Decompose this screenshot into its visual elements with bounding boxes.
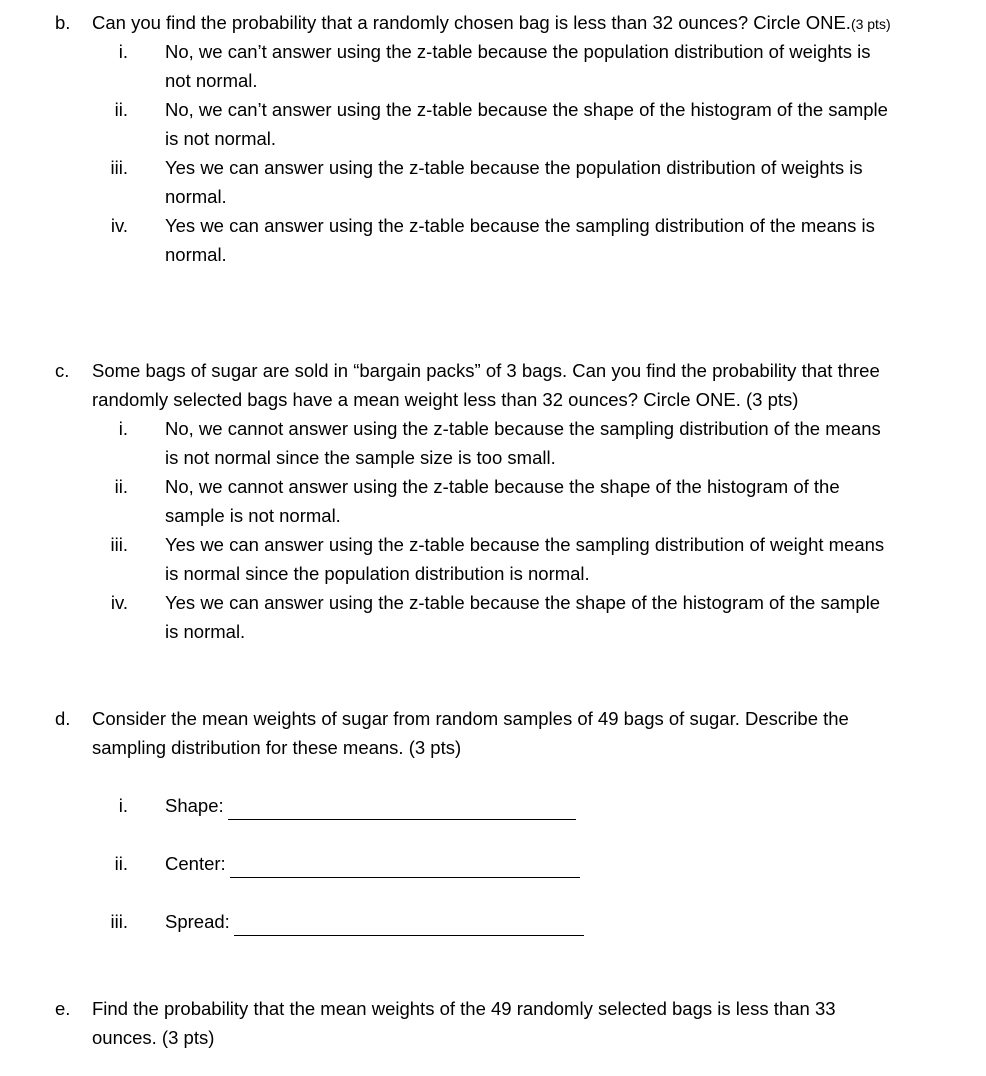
option-number: iv. [110,592,128,613]
option-text-line1: No, we cannot answer using the z-table because the shape of the histogram of the [165,476,840,497]
option-text-line2: is normal. [165,621,246,642]
question-e-text-line2: ounces. (3 pts) [92,1027,215,1048]
item-text [165,791,965,820]
option-number: ii. [114,99,128,120]
question-e-text-line1: Find the probability that the mean weights of the 49 randomly selected bags is less than 33 [92,998,836,1019]
item-text [165,907,965,936]
option-text-line1: No, we cannot answer using the z-table because the sampling distribution of the means [165,418,881,439]
item-text [165,849,965,878]
option-text-line2: is not normal. [165,128,277,149]
option-number: i. [118,418,128,439]
option-text-line2: sample is not normal. [165,505,341,526]
question-c-text-line1: Some bags of sugar are sold in “bargain packs” of 3 bags. Can you find the probability that three [92,360,880,381]
option-text-line2: normal. [165,186,227,207]
option-number: ii. [114,476,128,497]
item-number: ii. [114,853,128,874]
option-number: iii. [110,534,128,555]
question-d-text-line2: sampling distribution for these means. (3 pts) [92,737,462,758]
option-number: i. [118,41,128,62]
option-text-line1: Yes we can answer using the z-table because the shape of the histogram of the sample [165,592,881,613]
option-text-line1: Yes we can answer using the z-table because the population distribution of weights is [165,157,863,178]
item-number: i. [118,795,128,816]
option-text-line2: not normal. [165,70,258,91]
option-number: iv. [110,215,128,236]
question-e-label: e. [55,998,71,1019]
option-text-line2: is not normal since the sample size is too small. [165,447,556,468]
spread-answer-blank[interactable] [234,915,584,936]
option-text-line2: normal. [165,244,227,265]
item-label: Shape: [165,795,224,816]
option-text-line2: is normal since the population distribution is normal. [165,563,590,584]
option-text-line1: No, we can’t answer using the z-table because the shape of the histogram of the sample [165,99,888,120]
shape-answer-blank[interactable] [228,799,576,820]
question-d-label: d. [55,708,71,729]
item-number: iii. [110,911,128,932]
question-b-text [92,8,972,39]
question-c-text-line2: randomly selected bags have a mean weight less than 32 ounces? Circle ONE. (3 pts) [92,389,799,410]
option-text-line1: Yes we can answer using the z-table because the sampling distribution of weight means [165,534,885,555]
question-b-label: b. [55,12,71,33]
center-answer-blank[interactable] [230,857,580,878]
item-label: Spread: [165,911,230,932]
option-number: iii. [110,157,128,178]
question-d-text-line1: Consider the mean weights of sugar from random samples of 49 bags of sugar. Describe the [92,708,849,729]
option-text-line1: No, we can’t answer using the z-table because the population distribution of weights is [165,41,871,62]
option-text-line1: Yes we can answer using the z-table because the sampling distribution of the means is [165,215,875,236]
question-b-prompt: Can you find the probability that a randomly chosen bag is less than 32 ounces? Circle ONE. [92,12,851,33]
question-b-points: (3 pts) [850,16,891,32]
question-c-label: c. [55,360,70,381]
item-label: Center: [165,853,226,874]
